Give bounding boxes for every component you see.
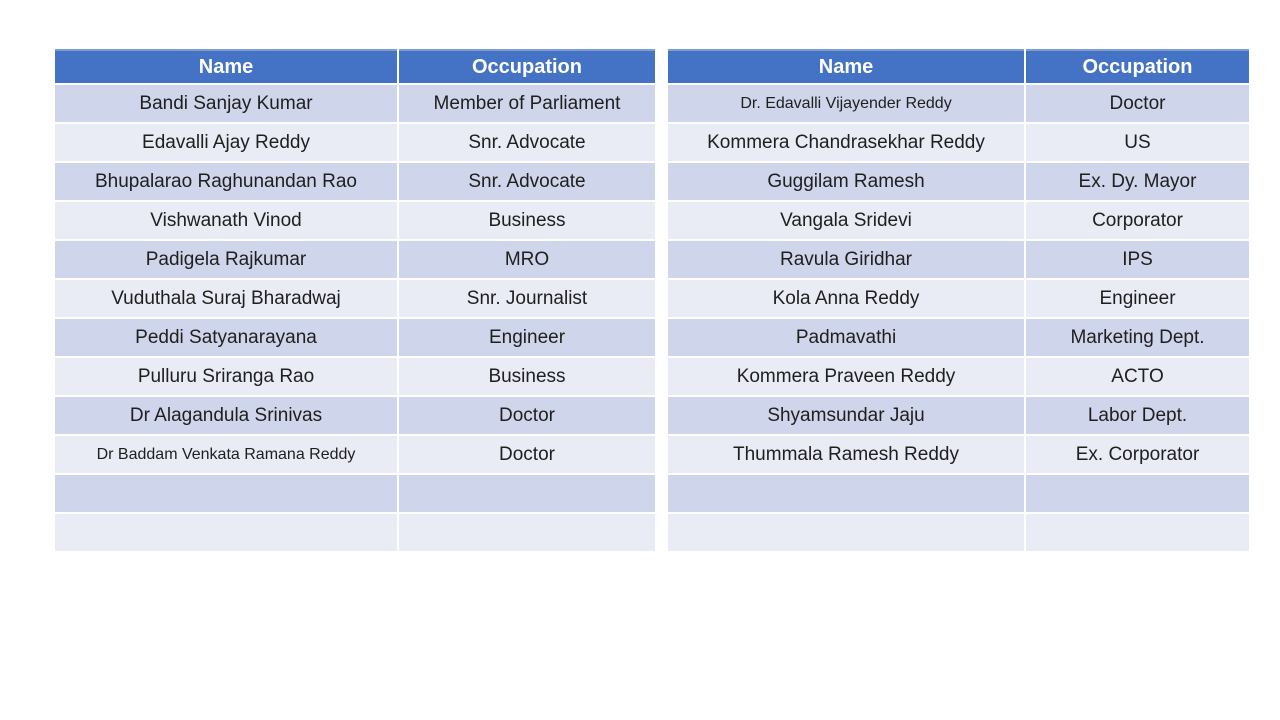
name-cell: Peddi Satyanarayana — [55, 319, 397, 356]
name-cell: Bhupalarao Raghunandan Rao — [55, 163, 397, 200]
table-row — [668, 397, 1249, 434]
table-row — [55, 358, 655, 395]
column-header-name: Name — [668, 49, 1024, 83]
name-cell: Kola Anna Reddy — [668, 280, 1024, 317]
table-row — [668, 124, 1249, 161]
occupation-cell — [399, 475, 655, 512]
occupation-cell: Member of Parliament — [399, 85, 655, 122]
table-row — [55, 202, 655, 239]
occupation-cell — [399, 514, 655, 551]
occupation-cell: Engineer — [399, 319, 655, 356]
name-cell: Shyamsundar Jaju — [668, 397, 1024, 434]
occupation-cell: Business — [399, 358, 655, 395]
name-cell: Kommera Chandrasekhar Reddy — [668, 124, 1024, 161]
name-cell: Kommera Praveen Reddy — [668, 358, 1024, 395]
occupation-cell: Snr. Advocate — [399, 124, 655, 161]
empty-row — [55, 514, 655, 551]
column-header-occupation: Occupation — [1026, 49, 1249, 83]
name-cell: Padigela Rajkumar — [55, 241, 397, 278]
table-row — [668, 241, 1249, 278]
occupation-cell: Corporator — [1026, 202, 1249, 239]
name-cell: Pulluru Sriranga Rao — [55, 358, 397, 395]
name-cell: Thummala Ramesh Reddy — [668, 436, 1024, 473]
occupation-cell: ACTO — [1026, 358, 1249, 395]
name-cell: Bandi Sanjay Kumar — [55, 85, 397, 122]
empty-row — [668, 514, 1249, 551]
table-row — [55, 319, 655, 356]
occupation-cell — [1026, 475, 1249, 512]
occupation-cell: Marketing Dept. — [1026, 319, 1249, 356]
table-row — [55, 241, 655, 278]
name-cell — [55, 475, 397, 512]
name-cell — [668, 475, 1024, 512]
table-row — [668, 436, 1249, 473]
table-row — [55, 124, 655, 161]
name-cell: Vangala Sridevi — [668, 202, 1024, 239]
name-cell: Guggilam Ramesh — [668, 163, 1024, 200]
occupation-cell: Engineer — [1026, 280, 1249, 317]
name-cell: Ravula Giridhar — [668, 241, 1024, 278]
table-row — [668, 319, 1249, 356]
table-row — [55, 397, 655, 434]
name-cell: Dr Alagandula Srinivas — [55, 397, 397, 434]
table-row — [55, 280, 655, 317]
column-header-occupation: Occupation — [399, 49, 655, 83]
occupation-cell: Snr. Advocate — [399, 163, 655, 200]
occupation-cell: Doctor — [399, 397, 655, 434]
occupation-cell: Ex. Dy. Mayor — [1026, 163, 1249, 200]
header-row — [668, 49, 1249, 83]
table-row — [668, 202, 1249, 239]
name-cell: Edavalli Ajay Reddy — [55, 124, 397, 161]
name-cell: Dr Baddam Venkata Ramana Reddy — [55, 436, 397, 473]
occupation-cell: Business — [399, 202, 655, 239]
table-row — [668, 85, 1249, 122]
occupation-cell: Snr. Journalist — [399, 280, 655, 317]
table-row — [55, 436, 655, 473]
occupation-cell — [1026, 514, 1249, 551]
name-cell: Dr. Edavalli Vijayender Reddy — [668, 85, 1024, 122]
occupation-cell: Ex. Corporator — [1026, 436, 1249, 473]
occupation-cell: IPS — [1026, 241, 1249, 278]
table-row — [668, 358, 1249, 395]
name-cell: Vishwanath Vinod — [55, 202, 397, 239]
header-row — [55, 49, 655, 83]
people-table-left — [53, 47, 657, 553]
table-row — [55, 163, 655, 200]
table-row — [55, 85, 655, 122]
name-cell — [55, 514, 397, 551]
name-cell: Vuduthala Suraj Bharadwaj — [55, 280, 397, 317]
name-cell — [668, 514, 1024, 551]
name-cell: Padmavathi — [668, 319, 1024, 356]
people-table-right — [666, 47, 1251, 553]
occupation-cell: US — [1026, 124, 1249, 161]
occupation-cell: Doctor — [1026, 85, 1249, 122]
occupation-cell: Doctor — [399, 436, 655, 473]
empty-row — [668, 475, 1249, 512]
table-row — [668, 280, 1249, 317]
table-row — [668, 163, 1249, 200]
occupation-cell: Labor Dept. — [1026, 397, 1249, 434]
empty-row — [55, 475, 655, 512]
occupation-cell: MRO — [399, 241, 655, 278]
column-header-name: Name — [55, 49, 397, 83]
